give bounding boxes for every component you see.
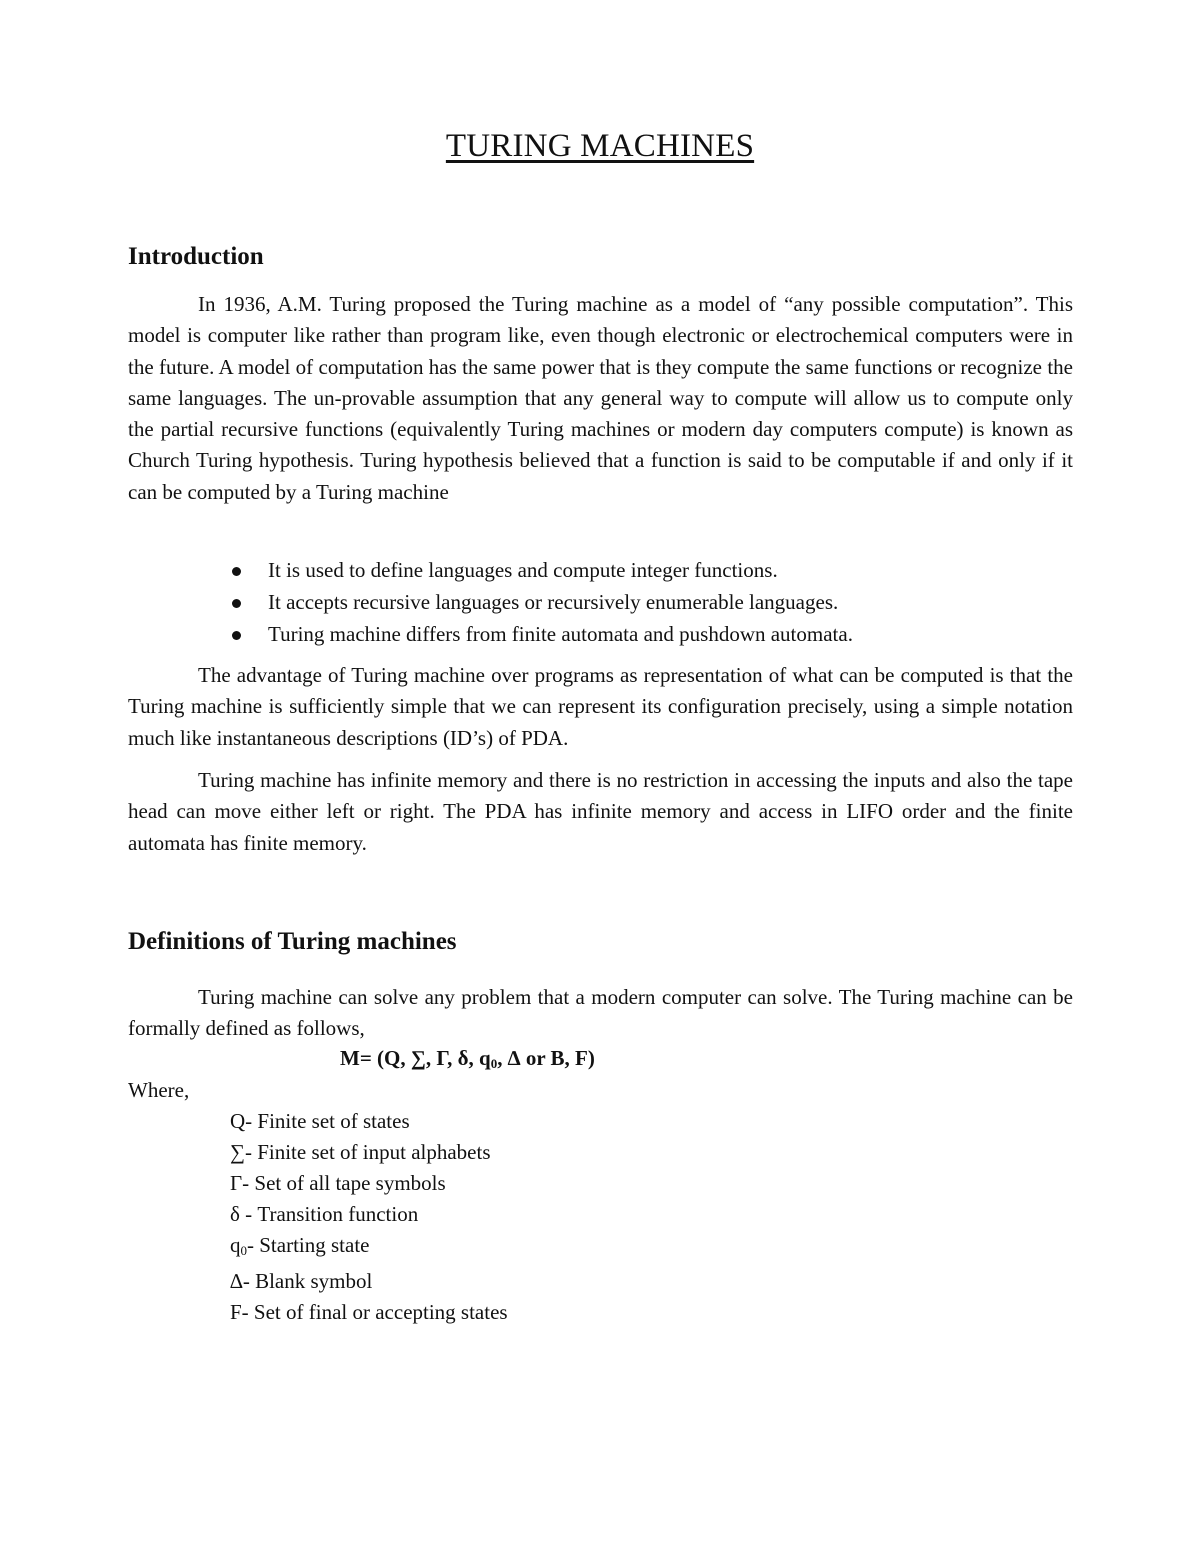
list-item: Turing machine differs from finite automata and pushdown automata. xyxy=(230,618,853,650)
list-item: It is used to define languages and compute integer functions. xyxy=(230,554,853,586)
bullet-icon xyxy=(232,599,241,608)
definitions-paragraph: Turing machine can solve any problem that a modern computer can solve. The Turing machine can be formally defined as follows, xyxy=(128,985,1073,1041)
feature-bullet-list xyxy=(230,554,853,650)
document-title: TURING MACHINES xyxy=(445,128,755,164)
list-item: ∑- Finite set of input alphabets xyxy=(230,1140,491,1164)
bullet-icon xyxy=(232,567,241,576)
intro-paragraph: In 1936, A.M. Turing proposed the Turing machine as a model of “any possible computation”. This model is computer like rather than program like, even though electronic or electrochemical computers were in the future. A model of computation has the same power that is they compute the same functions or recognize the same languages. The un-provable assumption that any general way to compute will allow us to compute only the partial recursive functions (equivalently Turing machines or modern day computers compute) is known as Church Turing hypothesis. Turing hypothesis believed that a function is said to be computable if and only if it can be computed by a Turing machine xyxy=(128,292,1073,504)
definition-list xyxy=(230,1106,508,1328)
list-item: δ - Transition function xyxy=(230,1202,419,1226)
list-item: It accepts recursive languages or recursively enumerable languages. xyxy=(230,586,853,618)
where-label: Where, xyxy=(128,1078,190,1102)
advantage-paragraph: The advantage of Turing machine over programs as representation of what can be computed is that the Turing machine is sufficiently simple that we can represent its configuration precisely, using a simple notation much like instantaneous descriptions (ID’s) of PDA. xyxy=(128,663,1073,750)
list-item: Γ- Set of all tape symbols xyxy=(230,1171,446,1195)
bullet-icon xyxy=(232,631,241,640)
list-item: ∆- Blank symbol xyxy=(230,1269,373,1293)
list-item: Q- Finite set of states xyxy=(230,1109,410,1133)
memory-paragraph: Turing machine has infinite memory and there is no restriction in accessing the inputs and also the tape head can move either left or right. The PDA has infinite memory and access in LIFO order and the finite automata has finite memory. xyxy=(128,768,1073,855)
list-item: F- Set of final or accepting states xyxy=(230,1300,508,1324)
section-heading-introduction: Introduction xyxy=(128,243,264,270)
list-item: $q_0-$ Starting state xyxy=(230,1233,370,1258)
section-heading-definitions: Definitions of Turing machines xyxy=(128,928,457,955)
formal-definition-formula: M= (Q, ∑, Γ, δ, $q_0$, ∆ or B, F) xyxy=(340,1046,595,1071)
